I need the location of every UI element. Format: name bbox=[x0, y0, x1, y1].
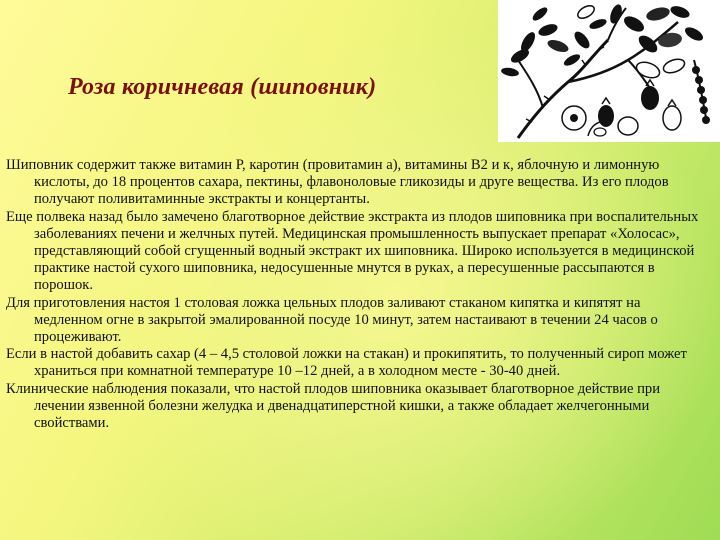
paragraph-preparation: Для приготовления настоя 1 столовая ложка цельных плодов заливают стаканом кипятка и кипятят на медленном огне в закрытой эмалированной посуде 10 минут, затем настаивают в течении 24 часов о процеживают. bbox=[6, 294, 658, 346]
body-text bbox=[6, 157, 710, 432]
paragraph-vitamins: Шиповник содержит также витамин Р, каротин (провитамин а), витамины В2 и к, яблочную и лимонную кислоты, до 18 процентов сахара, пектины, флавоноловые гликозиды и друге вещества. Из его плодов получают поливитаминные экстракты и концертанты. bbox=[6, 157, 669, 208]
paragraph-extract: Еще полвека назад было замечено благотворное действие экстракта из плодов шиповника при воспалительных заболеваниях печени и желчных путей. Медицинская промышленность выпускает препарат «Холосас», представляющий собой сгущенный водный экстракт их шиповника. Широко используется в медицинской практике настой сухого шиповника, недосушенные мнутся в руках, а пересушенные рассыпаются в порошок. bbox=[6, 208, 699, 294]
paragraph-clinical: Клинические наблюдения показали, что настой плодов шиповника оказывает благотворное действие при лечении язвенной болезни желудка и двенадцатиперстной кишки, а также обладает желчегонными свойствами. bbox=[6, 380, 661, 432]
rosehip-botanical-illustration-icon bbox=[498, 0, 720, 142]
slide-title: Роза коричневая (шиповник) bbox=[68, 74, 377, 100]
paragraph-syrup: Если в настой добавить сахар (4 – 4,5 столовой ложки на стакан) и прокипятить, то полученный сироп может храниться при комнатной температуре 10 –12 дней, а в холодном месте - 30-40 дней. bbox=[6, 346, 687, 380]
